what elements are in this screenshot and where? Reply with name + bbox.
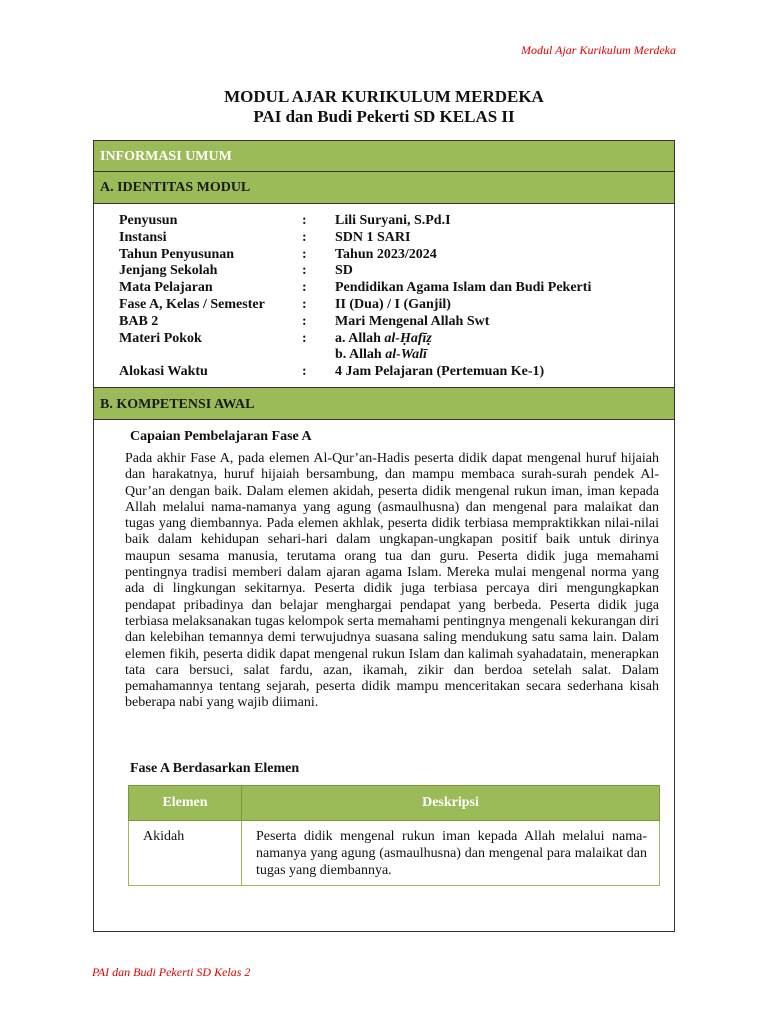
section-kompetensi-awal: B. KOMPETENSI AWAL <box>94 387 674 420</box>
identity-row-materi-b: b. Allah al-Walī <box>335 347 427 363</box>
identity-row-alokasi: Alokasi Waktu : 4 Jam Pelajaran (Pertemuan Ke-1) <box>119 364 545 380</box>
document-title <box>0 87 768 127</box>
identity-row: Tahun Penyusunan : Tahun 2023/2024 <box>119 246 437 262</box>
title-line-1: MODUL AJAR KURIKULUM MERDEKA <box>224 87 544 106</box>
section-informasi-umum: INFORMASI UMUM <box>94 141 674 172</box>
identity-row: BAB 2 : Mari Mengenal Allah Swt <box>119 313 490 329</box>
cell-deskripsi: Peserta didik mengenal rukun iman kepada Allah melalui nama-namanya yang agung (asmaulhusna) dan mengenal para malaikat dan tugas yang diembannya. <box>242 821 660 886</box>
identity-row: Instansi : SDN 1 SARI <box>119 229 411 245</box>
cell-elemen: Akidah <box>129 821 242 886</box>
header-elemen: Elemen <box>129 786 242 821</box>
footer-note: PAI dan Budi Pekerti SD Kelas 2 <box>92 965 251 979</box>
cp-title: Capaian Pembelajaran Fase A <box>130 429 312 444</box>
elemen-table <box>128 785 660 886</box>
title-line-2: PAI dan Budi Pekerti SD KELAS II <box>253 107 515 126</box>
header-note: Modul Ajar Kurikulum Merdeka <box>521 43 676 57</box>
identity-row-materi: Materi Pokok : a. Allah al-Ḥafīẓ <box>119 330 432 346</box>
identity-row: Jenjang Sekolah : SD <box>119 263 353 279</box>
identity-row: Fase A, Kelas / Semester : II (Dua) / I (Ganjil) <box>119 296 451 312</box>
table-header-row <box>129 786 660 821</box>
table-row <box>129 821 660 886</box>
fase-title: Fase A Berdasarkan Elemen <box>130 761 300 776</box>
module-box <box>93 140 675 932</box>
identity-row: Mata Pelajaran : Pendidikan Agama Islam dan Budi Pekerti <box>119 280 592 296</box>
identity-list <box>119 213 655 381</box>
identity-row: Penyusun : Lili Suryani, S.Pd.I <box>119 213 451 228</box>
section-identitas-modul: A. IDENTITAS MODUL <box>94 172 674 204</box>
cp-paragraph: Pada akhir Fase A, pada elemen Al-Qur’an-Hadis peserta didik dapat mengenal huruf hijaiah dan harakatnya, huruf hijaiah bersambung, dan mampu membaca surah-surah pendek Al-Qur’an dengan baik. Dalam elemen akidah, peserta didik mengenal rukun iman, iman kepada Allah melalui nama-namanya yang agung (asmaulhusna) dan mengenal para malaikat dan tugas yang diembannya. Pada elemen akhlak, peserta didik terbiasa mempraktikkan nilai-nilai baik dalam kehidupan sehari-hari dalam ungkapan-ungkapan positif baik untuk dirinya maupun sesama manusia, terutama orang tua dan guru. Peserta didik juga memahami pentingnya tradisi memberi dalam ajaran agama Islam. Mereka mulai mengenal norma yang ada di lingkungan sekitarnya. Peserta didik juga terbiasa percaya diri mengungkapkan pendapat pribadinya dan belajar menghargai pendapat yang berbeda. Peserta didik juga terbiasa melaksanakan tugas kelompok serta memahami pentingnya mengenali kekurangan diri dan kelebihan temannya demi terwujudnya suasana saling mendukung satu sama lain. Dalam elemen fikih, peserta didik dapat mengenal rukun Islam dan kalimah syahadatain, menerapkan tata cara bersuci, salat fardu, azan, ikamah, zikir dan berdoa setelah salat. Dalam pemahamannya tentang sejarah, peserta didik mampu menceritakan secara sederhana kisah beberapa nabi yang wajib diimani. <box>125 451 659 711</box>
header-deskripsi: Deskripsi <box>242 786 660 821</box>
